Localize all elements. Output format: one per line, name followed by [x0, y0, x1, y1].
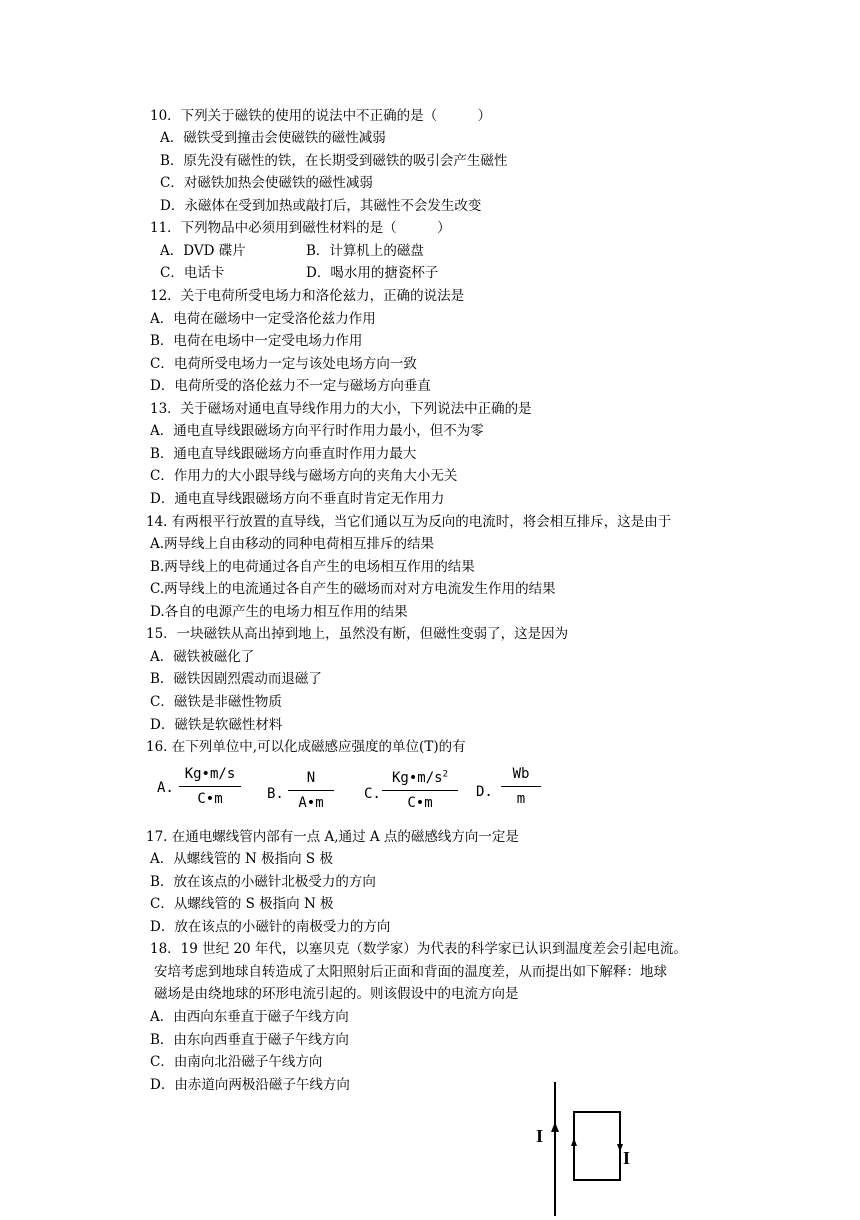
q16-option-b-denominator: A•m: [298, 795, 324, 811]
q18-option-d: D．由赤道向两极沿磁子午线方向: [150, 1077, 350, 1093]
wire-current-arrow: [551, 1122, 559, 1132]
q16-option-a-denominator: C•m: [197, 791, 223, 807]
q16-option-d-denominator: m: [516, 791, 526, 807]
q14-option-b: B.两导线上的电荷通过各自产生的电场相互作用的结果: [150, 559, 475, 575]
q16-option-c-fraction: [382, 769, 458, 812]
q18-option-a: A．由西向东垂直于磁子午线方向: [150, 1009, 349, 1025]
fraction-bar: [179, 786, 241, 787]
q10-option-d: D．永磁体在受到加热或敲打后，其磁性不会发生改变: [160, 198, 482, 214]
q15-option-d: D．磁铁是软磁性材料: [150, 717, 283, 733]
q12-stem: 12．关于电荷所受电场力和洛伦兹力，正确的说法是: [150, 288, 465, 304]
q18-stem-line-3: 磁场是由绕地球的环形电流引起的。则该假设中的电流方向是: [154, 986, 519, 1002]
q13-option-a: A．通电直导线跟磁场方向平行时作用力最小，但不为零: [150, 423, 484, 439]
q10-stem: 10．下列关于磁铁的使用的说法中不正确的是（ ）: [150, 108, 492, 124]
q17-option-d: D．放在该点的小磁针的南极受力的方向: [150, 919, 391, 935]
fraction-bar: [382, 790, 458, 791]
q17-stem: 17. 在通电螺线管内部有一点 A,通过 A 点的磁感线方向一定是: [146, 829, 519, 845]
q16-option-b-fraction: [288, 769, 334, 812]
q12-option-a: A．电荷在磁场中一定受洛伦兹力作用: [150, 311, 376, 327]
q16-option-a-label: A.: [157, 780, 174, 796]
q18-option-b: B．由东向西垂直于磁子午线方向: [150, 1032, 349, 1048]
q13-option-d: D．通电直导线跟磁场方向不垂直时肯定无作用力: [150, 491, 445, 507]
q11-option-d: D．喝水用的搪瓷杯子: [306, 265, 439, 281]
q10-option-a: A．磁铁受到撞击会使磁铁的磁性减弱: [160, 130, 386, 146]
q12-option-d: D．电荷所受的洛伦兹力不一定与磁场方向垂直: [150, 378, 431, 394]
wire-current-label: I: [536, 1126, 544, 1146]
q16-option-a-fraction: [179, 765, 241, 808]
q16-option-c-denominator: C•m: [407, 795, 433, 811]
q17-option-c: C．从螺线管的 S 极指向 N 极: [150, 896, 334, 912]
q16-options: [157, 765, 577, 815]
q13-stem: 13．关于磁场对通电直导线作用力的大小，下列说法中正确的是: [150, 401, 532, 417]
rectangular-loop: [574, 1112, 620, 1180]
q16-option-d-fraction: [501, 765, 541, 808]
q17-option-b: B．放在该点的小磁针北极受力的方向: [150, 874, 376, 890]
q11-stem: 11．下列物品中必须用到磁性材料的是（ ）: [150, 220, 451, 236]
q11-option-b: B．计算机上的磁盘: [306, 243, 424, 259]
q12-option-b: B．电荷在电场中一定受电场力作用: [150, 333, 363, 349]
q16-option-b-label: B.: [267, 786, 284, 802]
q16-option-c-numerator: [382, 769, 458, 787]
q15-stem: 15．一块磁铁从高出掉到地上，虽然没有断，但磁性变弱了，这是因为: [146, 626, 569, 642]
q15-option-a: A．磁铁被磁化了: [150, 649, 255, 665]
q16-option-b-numerator: N: [306, 770, 316, 786]
q16-option-c-label: C.: [364, 786, 381, 802]
q14-stem: 14. 有两根平行放置的直导线，当它们通以互为反向的电流时，将会相互排斥，这是由于: [146, 514, 672, 530]
q16-option-a-numerator: Kg•m/s: [184, 766, 236, 782]
q17-option-a: A．从螺线管的 N 极指向 S 极: [150, 851, 333, 867]
q15-option-c: C．磁铁是非磁性物质: [150, 694, 282, 710]
q14-option-d: D.各自的电源产生的电场力相互作用的结果: [150, 604, 408, 620]
q11-option-c: C．电话卡: [160, 265, 225, 281]
q16-option-c-exponent: 2: [442, 769, 448, 780]
loop-left-arrow: [571, 1138, 577, 1146]
q18-stem-line-1: 18．19 世纪 20 年代，以塞贝克（数学家）为代表的科学家已认识到温度差会引起电流。: [150, 941, 687, 957]
q13-option-c: C．作用力的大小跟导线与磁场方向的夹角大小无关: [150, 468, 458, 484]
q16-option-c-numerator-base: Kg•m/s: [392, 770, 443, 786]
q16-option-d-label: D.: [476, 784, 493, 800]
q11-option-a: A．DVD 碟片: [160, 243, 246, 259]
q12-option-c: C．电荷所受电场力一定与该处电场方向一致: [150, 356, 417, 372]
q14-option-c: C.两导线上的电流通过各自产生的磁场而对对方电流发生作用的结果: [150, 581, 556, 597]
q16-option-d-numerator: Wb: [512, 766, 530, 782]
q16-stem: 16. 在下列单位中,可以化成磁感应强度的单位(T)的有: [146, 739, 466, 755]
q18-option-c: C．由南向北沿磁子午线方向: [150, 1054, 323, 1070]
loop-current-label: I: [623, 1148, 631, 1168]
wire-loop-figure: [530, 1082, 640, 1216]
q15-option-b: B．磁铁因剧烈震动而退磁了: [150, 671, 322, 687]
fraction-bar: [501, 786, 541, 787]
q18-stem-line-2: 安培考虑到地球自转造成了太阳照射后正面和背面的温度差，从而提出如下解释：地球: [154, 964, 667, 980]
q14-option-a: A.两导线上自由移动的同种电荷相互排斥的结果: [150, 536, 435, 552]
q13-option-b: B．通电直导线跟磁场方向垂直时作用力最大: [150, 446, 417, 462]
q10-option-c: C．对磁铁加热会使磁铁的磁性减弱: [160, 175, 373, 191]
q10-option-b: B．原先没有磁性的铁，在长期受到磁铁的吸引会产生磁性: [160, 153, 508, 169]
fraction-bar: [288, 790, 334, 791]
